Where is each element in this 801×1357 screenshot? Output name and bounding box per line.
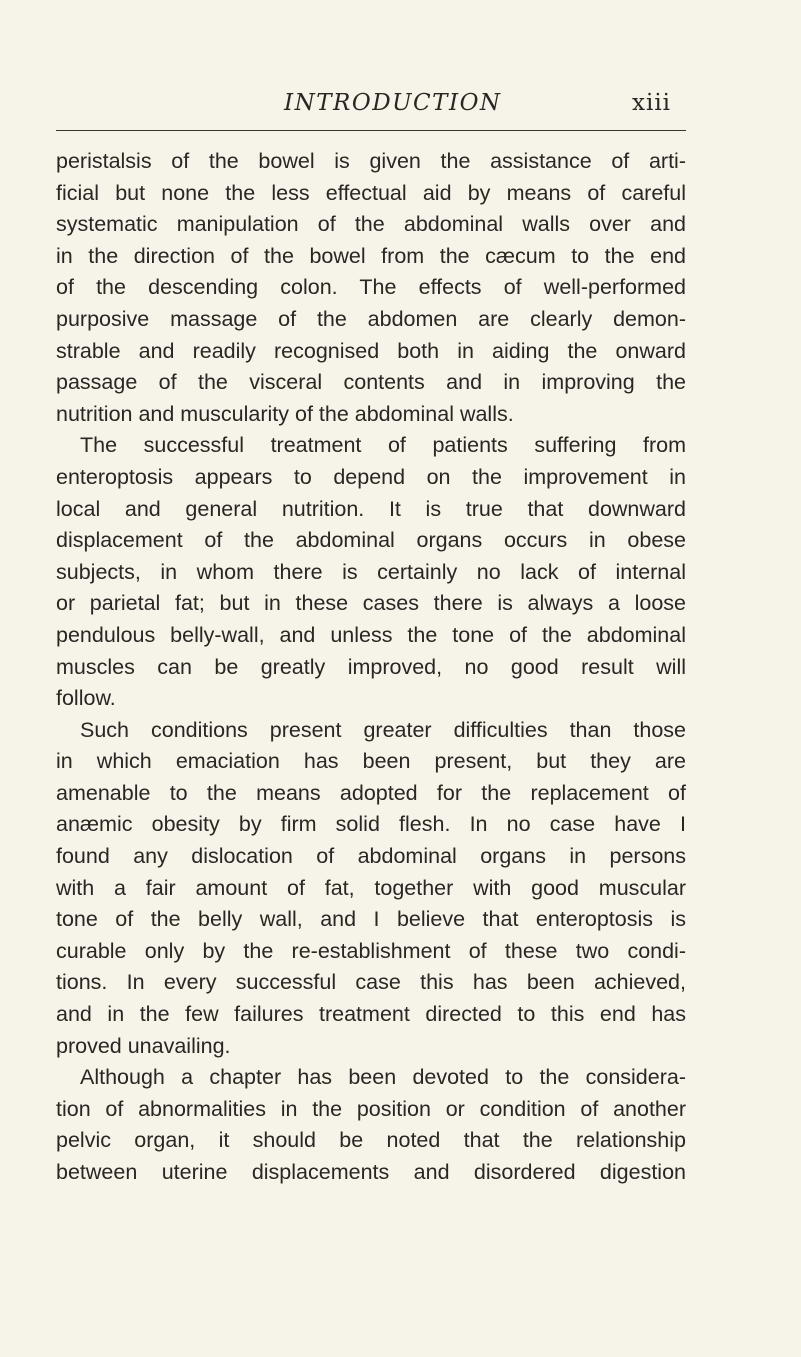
text-line: pelvic organ, it should be noted that the relationship <box>56 1128 686 1153</box>
text-line: strable and readily recognised both in aiding the onward <box>56 338 686 363</box>
text-line: enteroptosis appears to depend on the improvement in <box>56 464 686 489</box>
text-line: anæmic obesity by firm solid flesh. In no case have I <box>56 812 686 837</box>
text-line: or parietal fat; but in these cases there is always a loose <box>56 591 686 616</box>
text-line: tions. In every successful case this has been achieved, <box>56 970 686 995</box>
text-line: in which emaciation has been present, but they are <box>56 749 686 774</box>
text-line: ficial but none the less effectual aid by means of careful <box>56 180 686 205</box>
text-line: follow. <box>56 686 116 711</box>
text-line: with a fair amount of fat, together with good muscular <box>56 875 686 900</box>
text-line: proved unavailing. <box>56 1033 231 1058</box>
text-line: and in the few failures treatment directed to this end has <box>56 1002 686 1027</box>
text-line: of the descending colon. The effects of well-performed <box>56 275 686 300</box>
text-line: peristalsis of the bowel is given the assistance of arti- <box>56 149 686 173</box>
text-line: found any dislocation of abdominal organs in persons <box>56 844 686 869</box>
body-text <box>56 146 686 1189</box>
paragraph-start-line: Although a chapter has been devoted to the considera- <box>80 1065 686 1090</box>
text-line: local and general nutrition. It is true that downward <box>56 496 686 521</box>
text-line: purposive massage of the abdomen are clearly demon- <box>56 306 686 331</box>
text-line: pendulous belly-wall, and unless the tone of the abdominal <box>56 622 686 647</box>
text-line: systematic manipulation of the abdominal walls over and <box>56 212 686 237</box>
text-line: curable only by the re-establishment of these two condi- <box>56 938 686 963</box>
text-line: between uterine displacements and disordered digestion <box>56 1160 686 1184</box>
text-line: tion of abnormalities in the position or condition of another <box>56 1096 686 1121</box>
page-number: xiii <box>632 90 672 116</box>
text-line: nutrition and muscularity of the abdominal walls. <box>56 401 514 426</box>
paragraph-start-line: The successful treatment of patients suffering from <box>80 433 686 458</box>
text-line: amenable to the means adopted for the replacement of <box>56 780 686 805</box>
running-head: INTRODUCTION <box>284 90 502 116</box>
paragraph-start-line: Such conditions present greater difficulties than those <box>80 717 686 742</box>
text-line: in the direction of the bowel from the cæcum to the end <box>56 243 686 268</box>
text-line: subjects, in whom there is certainly no lack of internal <box>56 559 686 584</box>
text-line: passage of the visceral contents and in improving the <box>56 370 686 395</box>
text-line: tone of the belly wall, and I believe that enteroptosis is <box>56 907 686 932</box>
page-header <box>0 90 801 122</box>
header-rule <box>56 130 686 131</box>
text-line: muscles can be greatly improved, no good result will <box>56 654 686 679</box>
text-line: displacement of the abdominal organs occurs in obese <box>56 528 686 553</box>
